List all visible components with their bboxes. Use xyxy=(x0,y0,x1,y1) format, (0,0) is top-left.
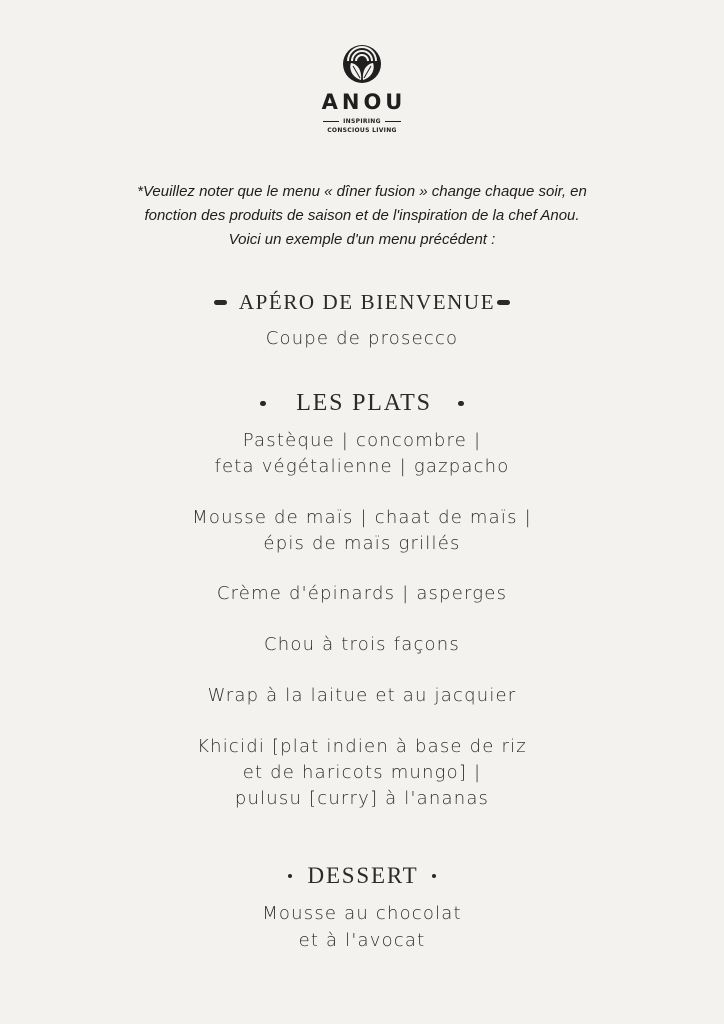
menu-item xyxy=(60,683,664,709)
menu-item-line: Mousse de maïs | chaat de maïs | xyxy=(192,507,532,528)
tagline-line2: CONSCIOUS LIVING xyxy=(327,127,397,134)
menu-item-line: et de haricots mungo] | xyxy=(242,762,482,783)
brand-name: ANOU xyxy=(321,90,407,114)
tagline-rule-left xyxy=(323,121,339,122)
menu-item-line: épis de maïs grillés xyxy=(263,533,461,554)
menu-item-line: Chou à trois façons xyxy=(264,634,460,655)
divider-dash-right xyxy=(497,300,510,305)
menu-item-line: Crème d'épinards | asperges xyxy=(216,583,508,604)
menu-item-line: pulusu [curry] à l'ananas xyxy=(234,788,490,809)
menu-item xyxy=(60,632,664,658)
menu-note xyxy=(60,180,664,252)
menu-item xyxy=(60,900,664,954)
menu-item-line: Mousse au chocolat xyxy=(262,903,462,924)
menu-item xyxy=(60,581,664,607)
menu-item xyxy=(60,428,664,480)
menu-item xyxy=(60,505,664,557)
menu-item-line: et à l'avocat xyxy=(298,930,426,951)
divider-dot-right xyxy=(458,401,464,406)
menu-item-line: Pastèque | concombre | xyxy=(242,430,482,451)
menu-item-line: feta végétalienne | gazpacho xyxy=(214,456,510,477)
menu-item-line: Coupe de prosecco xyxy=(265,328,459,349)
section-title-plats xyxy=(0,388,724,418)
logo xyxy=(0,44,724,135)
menu-item xyxy=(60,326,664,352)
tagline-rule-right xyxy=(385,121,401,122)
menu-item-line: Khicidi [plat indien à base de riz xyxy=(197,736,527,757)
section-title-text: APÉRO DE BIENVENUE xyxy=(238,289,496,314)
section-title-dessert xyxy=(0,861,724,891)
leaf-sunrise-logo-icon xyxy=(342,44,382,84)
note-line: *Veuillez noter que le menu « dîner fusion » change chaque soir, en xyxy=(137,183,587,200)
note-line: fonction des produits de saison et de l'inspiration de la chef Anou. xyxy=(144,207,580,224)
menu-item-line: Wrap à la laitue et au jacquier xyxy=(207,685,517,706)
section-title-apero xyxy=(0,288,724,316)
divider-dash-left xyxy=(214,300,227,305)
menu-item xyxy=(60,734,664,812)
tagline-text1: INSPIRING xyxy=(343,118,381,125)
section-title-text: LES PLATS xyxy=(296,389,432,416)
note-line: Voici un exemple d'un menu précédent : xyxy=(228,231,496,248)
tagline-line1 xyxy=(0,117,724,126)
section-title-text: DESSERT xyxy=(307,863,419,888)
divider-dot-right xyxy=(432,874,436,878)
divider-dot-left xyxy=(260,401,266,406)
divider-dot-left xyxy=(288,874,292,878)
